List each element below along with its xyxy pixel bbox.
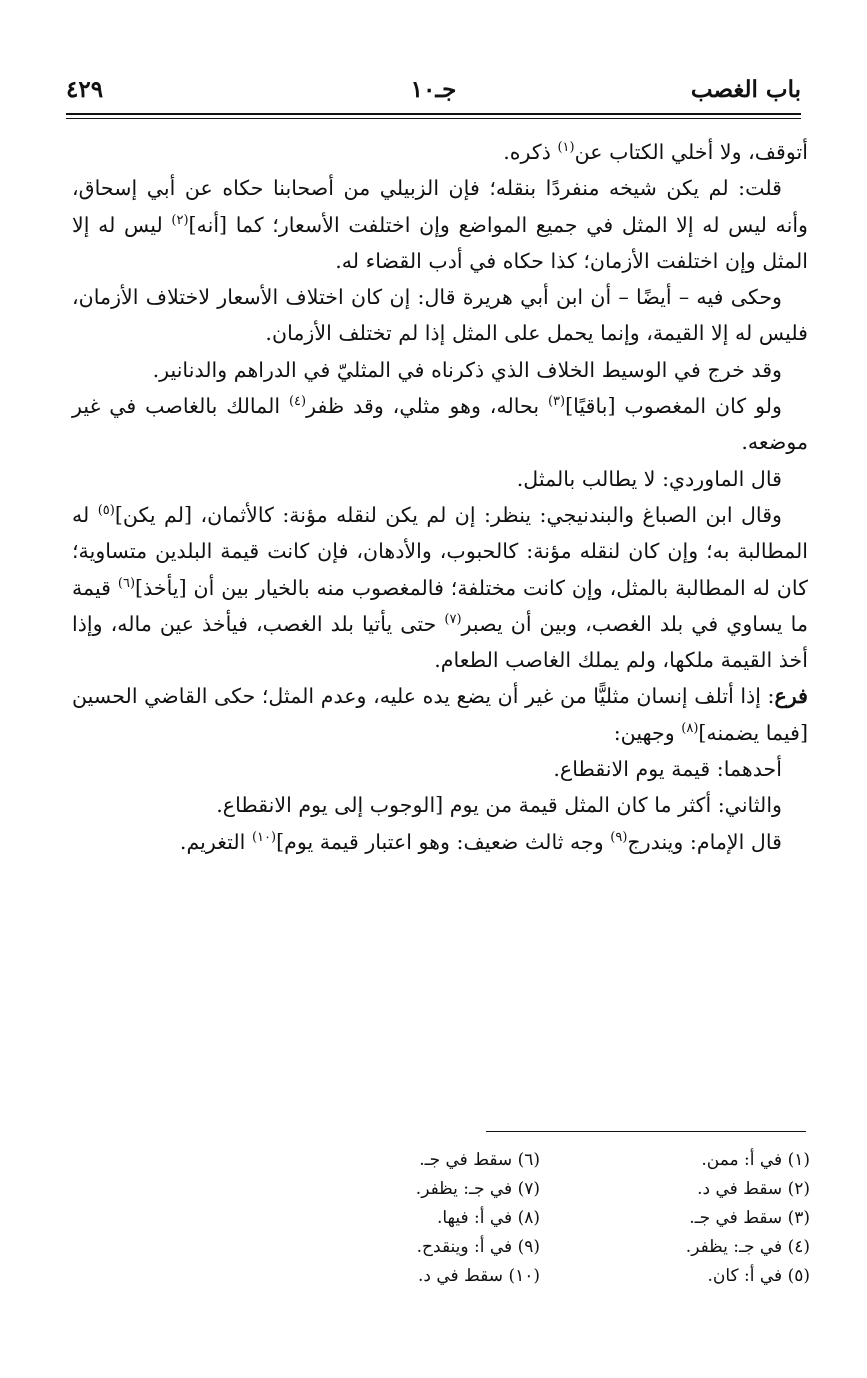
- paragraph: فرع: إذا أتلف إنسان مثليًّا من غير أن يضع يده عليه، وعدم المثل؛ حكى القاضي الحسين [فيما يضمنه]$^{(٨)}$ وجهين:: [72, 684, 808, 745]
- footnotes-right-column: [540, 1146, 810, 1291]
- paragraph: أتوقف، ولا أخلي الكتاب عن$^{(١)}$ ذكره.: [503, 140, 808, 164]
- footnote: (٥) في أ: كان.: [707, 1266, 810, 1286]
- footnotes: [270, 1146, 810, 1291]
- paragraph: أحدهما: قيمة يوم الانقطاع.: [553, 757, 782, 782]
- footnote: (٧) في جـ: يظفر.: [415, 1179, 540, 1199]
- paragraph: والثاني: أكثر ما كان المثل قيمة من يوم [الوجوب إلى يوم الانقطاع.: [216, 793, 782, 818]
- paragraph: ولو كان المغصوب [باقيًا]$^{(٣)}$ بحاله، وهو مثلي، وقد ظفر$^{(٤)}$ المالك بالغاصب في غير موضعه.: [72, 394, 808, 455]
- paragraph: قال الماوردي: لا يطالب بالمثل.: [516, 466, 782, 491]
- volume-label: جـ١٠: [410, 76, 457, 103]
- footnote: (٨) في أ: فيها.: [436, 1208, 540, 1228]
- main-text: [72, 134, 808, 860]
- page-number: ٤٢٩: [66, 76, 104, 103]
- footnote: (١٠) سقط في د.: [417, 1266, 540, 1286]
- header-rule-thin: [66, 118, 801, 119]
- footnote: (١) في أ: ممن.: [701, 1150, 810, 1170]
- paragraph: وحكى فيه – أيضًا – أن ابن أبي هريرة قال: إن كان اختلاف الأسعار لاختلاف الأزمان، فليس له إلا القيمة، وإنما يحمل على المثل إذا لم تختلف الأزمان.: [72, 285, 808, 346]
- footnote-rule: [486, 1131, 806, 1132]
- footnote: (٢) سقط في د.: [697, 1179, 810, 1199]
- paragraph: وقد خرج في الوسيط الخلاف الذي ذكرناه في المثليّ في الدراهم والدنانير.: [152, 357, 782, 382]
- footnote: (٩) في أ: وينقدح.: [416, 1237, 540, 1257]
- running-header: [66, 72, 801, 106]
- paragraph: وقال ابن الصباغ والبندنيجي: ينظر: إن لم يكن لنقله مؤنة: كالأثمان، [لم يكن]$^{(٥)}$ له المطالبة به؛ وإن كان لنقله مؤنة: كالحبوب، والأدهان، فإن كانت قيمة البلدين متساوية؛ كان له المطالبة بالمثل، وإن كانت مختلفة؛ فالمغصوب منه بالخيار بين أن [يأخذ]$^{(٦)}$ قيمة ما يساوي في بلد الغصب، وبين أن يصبر$^{(٧)}$ حتى يأتيا بلد الغصب، فيأخذ عين ماله، وإذا أخذ القيمة ملكها، ولم يملك الغاصب الطعام.: [72, 502, 808, 673]
- footnote: (٤) في جـ: يظفر.: [685, 1237, 810, 1257]
- footnotes-left-column: [270, 1146, 540, 1291]
- paragraph: قلت: لم يكن شيخه منفردًا بنقله؛ فإن الزبيلي من أصحابنا حكاه عن أبي إسحاق، وأنه ليس له إلا المثل في جميع المواضع وإن اختلفت الأسعار؛ كما [أنه]$^{(٢)}$ ليس له إلا المثل وإن اختلفت الأزمان؛ كذا حكاه في أدب القضاء له.: [72, 176, 808, 273]
- footnote: (٣) سقط في جـ.: [689, 1208, 810, 1228]
- header-rule-thick: [66, 113, 801, 115]
- footnote: (٦) سقط في جـ.: [419, 1150, 540, 1170]
- chapter-title: باب الغصب: [690, 76, 801, 103]
- paragraph: قال الإمام: ويندرج$^{(٩)}$ وجه ثالث ضعيف: وهو اعتبار قيمة يوم]$^{(١٠)}$ التغريم.: [179, 829, 782, 854]
